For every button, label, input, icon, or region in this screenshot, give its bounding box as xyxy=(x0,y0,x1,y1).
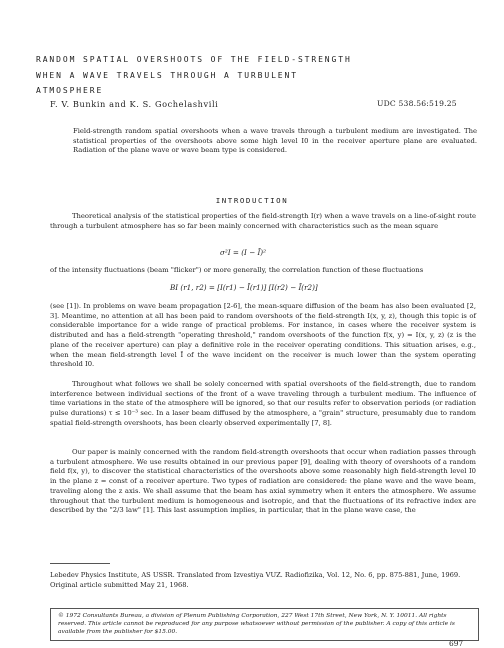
copyright-notice: © 1972 Consultants Bureau, a division of Plenum Publishing Corporation, 227 West 17th Street, New York, N. Y. 10011. All rights reserved. This article cannot be reproduced for any purpose whatsoever without permission of the publisher. A copy of this article is available from the publisher for $15.00. xyxy=(50,608,479,641)
paragraph-2: Throughout what follows we shall be solely concerned with spatial overshoots of the field-strength, due to random interference between individual sections of the front of a wave traveling through a turbulent medium. The influence of time variations in the state of the atmosphere will be ignored, so that our results refer to observation periods (or radiation pulse durations) τ ≤ 10⁻³ sec. In a laser beam diffused by the atmosphere, a "grain" structure, presumably due to random spatial field-strength overshoots, has been clearly observed experimentally [7, 8]. xyxy=(50,380,476,427)
authors: F. V. Bunkin and K. S. Gochelashvili xyxy=(50,99,219,109)
paragraph-1a: Theoretical analysis of the statistical properties of the field-strength I(r) when a wave travels on a line-of-sight route through a turbulent atmosphere has so far been mainly concerned with characteristics such as the mean square xyxy=(50,212,476,230)
paragraph-1b: of the intensity fluctuations (beam "flicker") or more generally, the correlation function of these fluctuations xyxy=(50,266,424,274)
title-line-3: ATMOSPHERE xyxy=(36,86,104,95)
title-line-1: RANDOM SPATIAL OVERSHOOTS OF THE FIELD-STRENGTH xyxy=(36,55,352,64)
paragraph-1c: (see [1]). In problems on wave beam propagation [2-6], the mean-square diffusion of the beam has also been evaluated [2, 3]. Meantime, no attention at all has been paid to random overshoots of the field-strength I(x, y, z), though this topic is of considerable importance for a wide range of practical problems. For instance, in cases where the receiver system is distributed and has a field-strength "operating threshold," random overshoots of the function f(x, y) = I(x, y, z) (z is the plane of the receiver aperture) can play a definitive role in the receiver operating conditions. This situation arises, e.g., when the mean field-strength level Ī of the wave incident on the receiver is much lower than the system operating threshold I0. xyxy=(50,302,476,369)
equation-1: σ²I = (I − Ī)² xyxy=(220,248,266,257)
footnote-rule xyxy=(50,563,110,564)
page-number: 697 xyxy=(449,639,464,648)
paragraph-3: Our paper is mainly concerned with the random field-strength overshoots that occur when radiation passes through a turbulent atmosphere. We use results obtained in our previous paper [9], dealing with theory of overshoots of a random field f(x, y), to discover the statistical characteristics of the overshoots above some reasonably high field-strength level I0 in the plane z = const of a receiver aperture. Two types of radiation are considered: the plane wave and the wave beam, traveling along the z axis. We shall assume that the beam has axial symmetry when it enters the atmosphere. We assume throughout that the turbulent medium is homogeneous and isotropic, and that the fluctuations of its refractive index are described by the "2/3 law" [1]. This last assumption implies, in particular, that in the plane wave case, the xyxy=(50,448,476,515)
abstract: Field-strength random spatial overshoots when a wave travels through a turbulent medium are investigated. The statistical properties of the overshoots above some high level I0 in the receiver aperture plane are evaluated. Radiation of the plane wave or wave beam type is considered. xyxy=(73,127,477,155)
section-heading: INTRODUCTION xyxy=(215,196,289,205)
equation-2: BI (r1, r2) = [I(r1) − Ī(r1)] [I(r2) − Ī(r2)] xyxy=(170,283,318,292)
udc-code: UDC 538.56:519.25 xyxy=(377,99,457,108)
title-line-2: WHEN A WAVE TRAVELS THROUGH A TURBULENT xyxy=(36,71,298,80)
footnote: Lebedev Physics Institute, AS USSR. Translated from Izvestiya VUZ. Radiofizika, Vol. 12, No. 6, pp. 875-881, June, 1969. Original article submitted May 21, 1968. xyxy=(50,571,461,589)
